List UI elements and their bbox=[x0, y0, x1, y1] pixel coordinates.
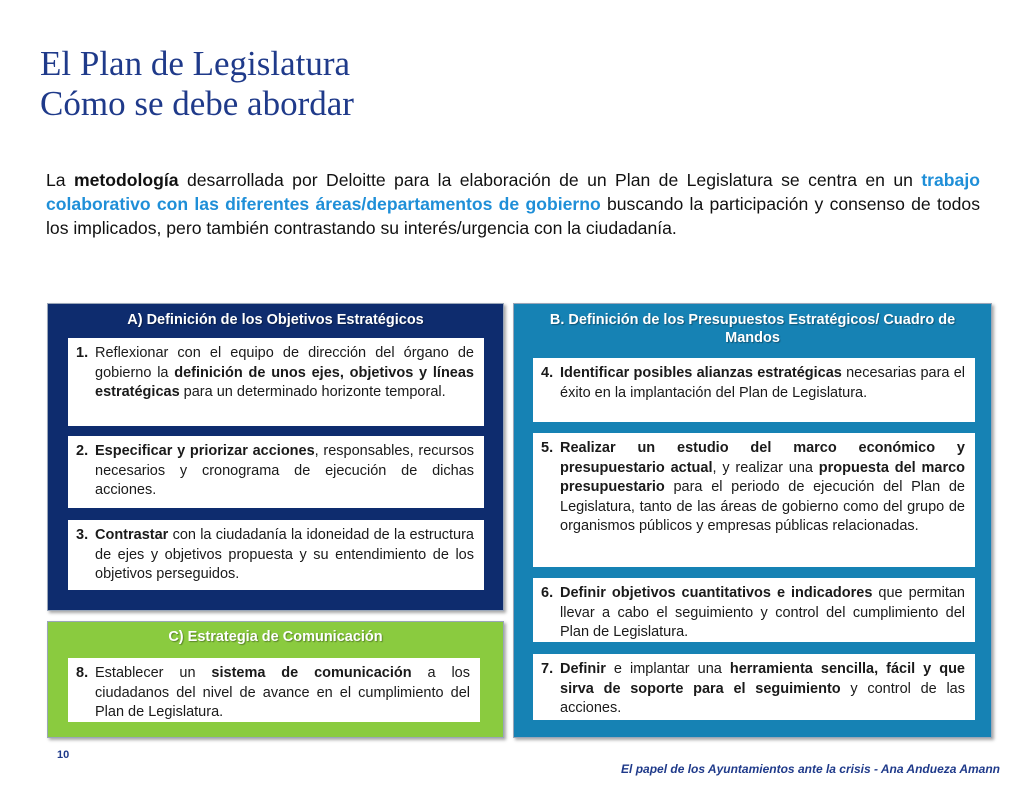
step-plain: Reflexionar con el equipo de dirección del órgano de gobierno la bbox=[95, 345, 474, 381]
step-plain: Establecer un bbox=[95, 665, 212, 681]
footer-credit: El papel de los Ayuntamientos ante la crisis - Ana Andueza Amann bbox=[621, 762, 1000, 776]
step-4-box bbox=[531, 356, 977, 424]
step-bold: Realizar un estudio del marco económico y presupuestario actual bbox=[560, 440, 965, 476]
step-plain: que permitan llevar a cabo el seguimiento y control del cumplimiento del Plan de Legislatura. bbox=[560, 585, 965, 640]
step-text bbox=[95, 442, 474, 501]
intro-bold-term: metodología bbox=[73, 170, 179, 190]
step-7-box bbox=[531, 652, 977, 722]
step-number: 8. bbox=[76, 665, 89, 681]
step-number: 5. bbox=[541, 440, 554, 456]
step-plain: y control de las acciones. bbox=[560, 680, 965, 716]
step-text bbox=[560, 439, 965, 537]
step-bold: Definir objetivos cuantitativos e indicadores bbox=[560, 585, 873, 601]
step-plain: , y realizar una bbox=[712, 459, 819, 476]
step-bold: sistema de comunicación bbox=[211, 665, 412, 681]
step-plain: , responsables, recursos necesarios y cronograma de ejecución de dichas acciones. bbox=[95, 443, 475, 498]
step-bold: herramienta sencilla, fácil y que sirva de soporte para el seguimiento bbox=[560, 661, 965, 697]
page-number: 10 bbox=[57, 749, 70, 761]
intro-paragraph bbox=[46, 168, 980, 240]
intro-highlight: trabajo colaborativo con las diferentes áreas/departamentos de gobierno bbox=[46, 170, 980, 214]
step-plain: para un determinado horizonte temporal. bbox=[179, 384, 446, 400]
title-line-2: Cómo se debe abordar bbox=[40, 84, 354, 123]
step-plain: para el periodo de ejecución del Plan de Legislatura, tanto de las áreas de gobierno como del grupo de organismos públicos y empresas públicas relacionadas. bbox=[560, 479, 965, 534]
step-bold: propuesta del marco presupuestario bbox=[560, 459, 966, 495]
step-number: 4. bbox=[541, 365, 554, 381]
step-8-box bbox=[66, 656, 482, 724]
step-plain: con la ciudadanía la idoneidad de la estructura de ejes y objetivos propuesta y su entendimiento de los objetivos perseguidos. bbox=[95, 527, 474, 582]
step-6-box bbox=[531, 576, 977, 644]
step-bold: Especificar y priorizar acciones bbox=[95, 443, 315, 459]
step-text bbox=[95, 526, 474, 585]
step-number: 2. bbox=[76, 443, 89, 459]
intro-text: desarrollada por Deloitte para la elaboración de un Plan de Legislatura se centra en un bbox=[178, 170, 922, 190]
step-3-box bbox=[66, 518, 486, 592]
step-text bbox=[560, 660, 965, 719]
intro-text: La bbox=[46, 170, 74, 190]
step-bold: definición de unos ejes, objetivos y líneas estratégicas bbox=[95, 364, 474, 400]
step-2-box bbox=[66, 434, 486, 510]
step-bold: Contrastar bbox=[95, 527, 169, 543]
step-bold: Identificar posibles alianzas estratégicas bbox=[560, 365, 842, 381]
title-line-1: El Plan de Legislatura bbox=[40, 44, 351, 83]
step-text bbox=[95, 344, 474, 403]
step-plain: a los ciudadanos del nivel de avance en el cumplimiento del Plan de Legislatura. bbox=[95, 665, 470, 720]
step-number: 6. bbox=[541, 585, 554, 601]
step-5-box bbox=[531, 431, 977, 569]
step-bold: Definir bbox=[560, 661, 606, 677]
step-1-box bbox=[66, 336, 486, 428]
panel-a-heading: A) Definición de los Objetivos Estratégicos bbox=[127, 312, 424, 328]
step-text bbox=[95, 664, 470, 723]
step-number: 1. bbox=[76, 345, 89, 361]
step-number: 7. bbox=[541, 661, 554, 677]
step-number: 3. bbox=[76, 527, 89, 543]
intro-text: buscando la participación y consenso de todos los implicados, pero también contrastando su interés/urgencia con la ciudadanía. bbox=[46, 194, 980, 238]
step-plain: e implantar una bbox=[605, 661, 730, 677]
panel-c-heading: C) Estrategia de Comunicación bbox=[168, 629, 383, 645]
step-plain: necesarias para el éxito en la implantación del Plan de Legislatura. bbox=[560, 365, 965, 401]
step-text bbox=[560, 364, 965, 403]
step-text bbox=[560, 584, 965, 643]
panel-b-heading: B. Definición de los Presupuestos Estratégicos/ Cuadro de Mandos bbox=[549, 312, 956, 346]
page-title bbox=[40, 44, 354, 124]
